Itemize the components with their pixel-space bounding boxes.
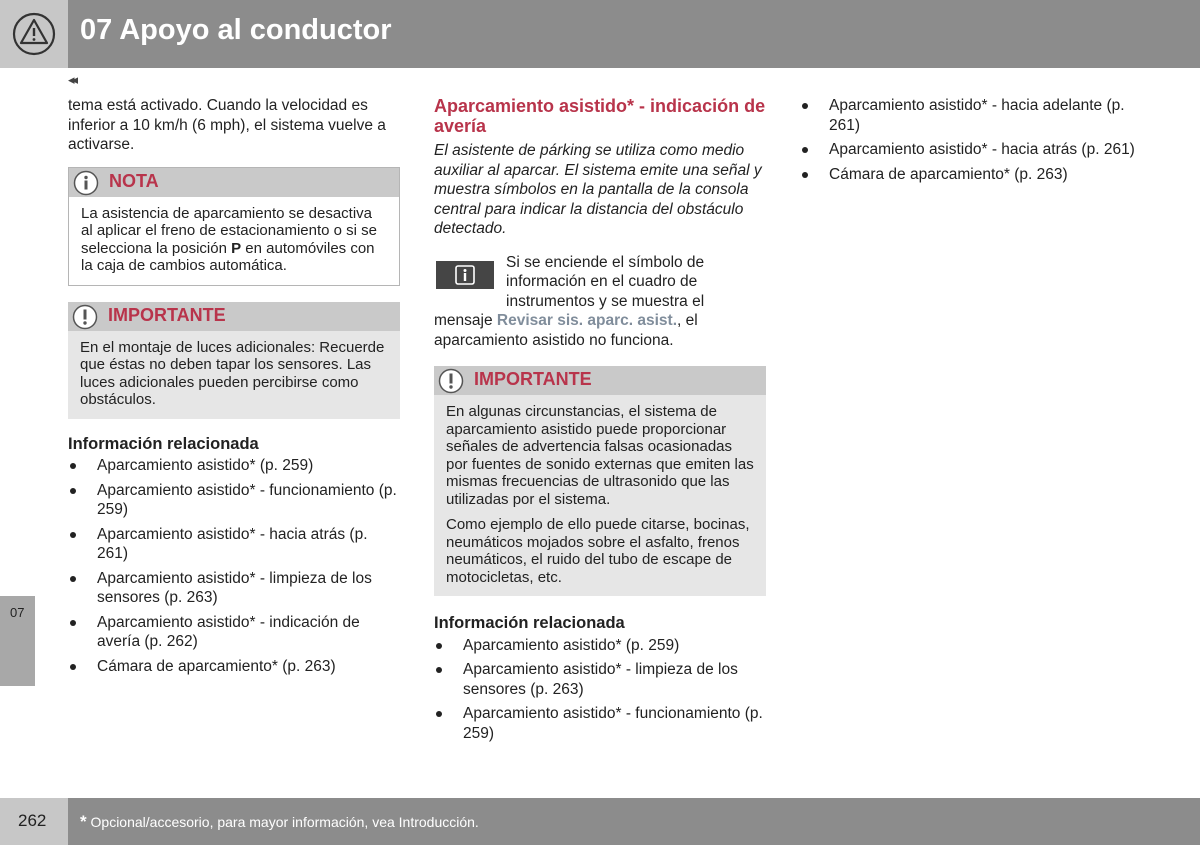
column-2 — [434, 96, 766, 743]
page-number: 262 — [18, 811, 47, 830]
continued-paragraph: tema está activado. Cuando la velocidad es inferior a 10 km/h (6 mph), el sistema vuelve a activarse. — [68, 97, 386, 153]
side-tab-divider — [34, 596, 35, 686]
related-link[interactable]: Aparcamiento asistido* - hacia atrás (p. 261) — [800, 140, 1140, 160]
important-text: En el montaje de luces adicionales: Recuerde que éstas no deben tapar los sensores. Las luces adicionales pueden percibirse como obstáculos. — [68, 331, 400, 419]
related-link[interactable]: Aparcamiento asistido* - limpieza de los sensores (p. 263) — [434, 660, 766, 699]
related-list — [800, 96, 1140, 184]
footer-note-text: Opcional/accesorio, para mayor información, vea Introducción. — [86, 814, 479, 830]
asterisk-mark: * — [80, 812, 87, 831]
note-box-header — [69, 168, 399, 197]
info-symbol-icon — [436, 261, 494, 289]
related-link[interactable]: Aparcamiento asistido* - indicación de avería (p. 262) — [68, 613, 400, 652]
info-icon — [73, 170, 99, 196]
important-box-header — [434, 366, 766, 395]
warning-message-text: Revisar sis. aparc. asist. — [496, 312, 677, 329]
important-paragraph: En algunas circunstancias, el sistema de aparcamiento asistido puede proporcionar señales de advertencia falsas ocasionadas por fuentes de sonido externas que emiten las mismas frecuencias de ultrasonido que las utilizadas por el sistema. — [446, 403, 754, 508]
note-label: NOTA — [109, 170, 159, 191]
warning-triangle-icon — [0, 0, 68, 68]
column-1 — [68, 96, 400, 676]
page-number-box — [0, 798, 68, 845]
note-text — [69, 197, 399, 285]
important-label: IMPORTANTE — [474, 369, 592, 389]
important-box — [68, 302, 400, 419]
related-link[interactable]: Aparcamiento asistido* - limpieza de los sensores (p. 263) — [68, 569, 400, 608]
related-link[interactable]: Cámara de aparcamiento* (p. 263) — [68, 657, 400, 677]
important-text — [434, 395, 766, 596]
symbol-text: Si se enciende el símbolo de información en el cuadro de instrumentos y se muestra el mensaje — [434, 253, 705, 329]
related-info-heading: Información relacionada — [434, 614, 625, 632]
note-box — [68, 167, 400, 286]
symbol-paragraph — [434, 253, 766, 351]
related-info-heading: Información relacionada — [68, 434, 259, 453]
related-link[interactable]: Aparcamiento asistido* - funcionamiento (p. 259) — [68, 481, 400, 520]
important-box-header — [68, 302, 400, 331]
exclamation-icon — [438, 368, 464, 394]
related-link[interactable]: Aparcamiento asistido* (p. 259) — [68, 456, 400, 476]
related-link[interactable]: Cámara de aparcamiento* (p. 263) — [800, 165, 1140, 185]
important-box — [434, 366, 766, 596]
related-list — [68, 456, 400, 676]
related-link[interactable]: Aparcamiento asistido* - hacia adelante (p. 261) — [800, 96, 1140, 135]
chapter-tab-number: 07 — [10, 605, 25, 620]
related-link[interactable]: Aparcamiento asistido* (p. 259) — [434, 636, 766, 656]
symbol-text-end: , el aparcamiento asistido no funciona. — [434, 312, 698, 349]
note-bold-p: P — [231, 239, 242, 257]
footer-note — [80, 812, 479, 832]
related-link[interactable]: Aparcamiento asistido* - funcionamiento (p. 259) — [434, 704, 766, 743]
chapter-title: 07 Apoyo al conductor — [80, 14, 392, 46]
chapter-side-tab[interactable] — [0, 596, 34, 686]
exclamation-icon — [72, 304, 98, 330]
note-text-part: en automóviles con la caja de cambios automática. — [81, 239, 375, 274]
related-list — [434, 636, 766, 744]
column-3 — [800, 96, 1140, 184]
important-label: IMPORTANTE — [108, 304, 226, 325]
section-heading: Aparcamiento asistido* - indicación de avería — [434, 96, 766, 136]
header-icon-box — [0, 0, 68, 68]
important-paragraph: Como ejemplo de ello puede citarse, bocinas, neumáticos mojados sobre el asfalto, frenos neumáticos, el ruido del tubo de escape de motocicletas, etc. — [446, 516, 750, 586]
back-nav-link[interactable]: ◂◂ — [68, 72, 76, 87]
page-footer — [0, 798, 1200, 845]
section-intro: El asistente de párking se utiliza como medio auxiliar al aparcar. El sistema emite una señal y muestra símbolos en la pantalla de la consola central para indicar la distancia del obstáculo detectado. — [434, 142, 762, 237]
related-link[interactable]: Aparcamiento asistido* - hacia atrás (p. 261) — [68, 525, 400, 564]
note-text-part: La asistencia de aparcamiento se desactiva al aplicar el freno de estacionamiento o si se selecciona la posición — [81, 204, 378, 257]
